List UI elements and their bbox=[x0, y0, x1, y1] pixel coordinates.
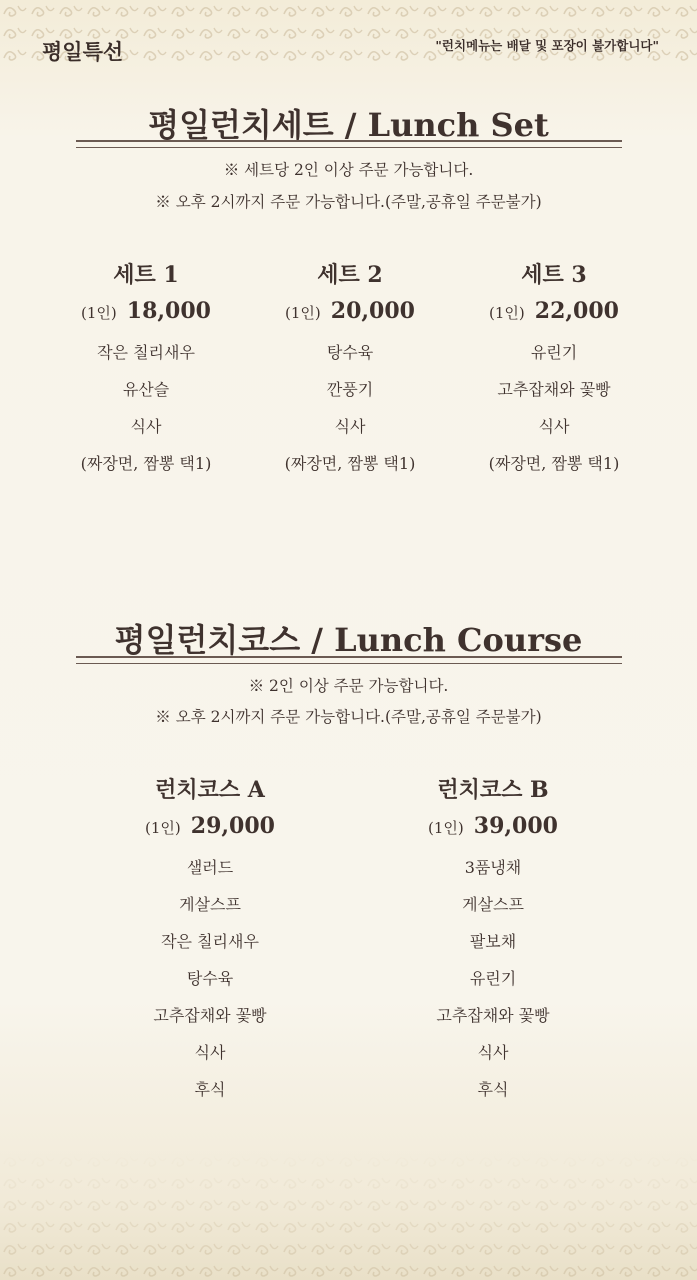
menu-item: 유린기 bbox=[530, 343, 578, 362]
set-3 bbox=[472, 258, 636, 482]
menu-item: 식사 bbox=[538, 417, 570, 436]
lunch-set-note-2: ※ 오후 2시까지 주문 가능합니다.(주말,공휴일 주문불가) bbox=[155, 193, 542, 211]
menu-item: 고추잡채와 꽃빵 bbox=[436, 1006, 550, 1025]
lunch-course-note-2: ※ 오후 2시까지 주문 가능합니다.(주말,공휴일 주문불가) bbox=[155, 708, 542, 726]
price-value: 39,000 bbox=[473, 813, 558, 839]
menu-item: 탕수육 bbox=[326, 343, 374, 362]
menu-item: 게살스프 bbox=[462, 895, 524, 914]
price-value: 20,000 bbox=[330, 298, 415, 324]
price-value: 18,000 bbox=[126, 298, 211, 324]
menu-item: 팔보채 bbox=[469, 932, 517, 951]
course-price bbox=[403, 813, 583, 845]
lunch-course-title: 평일런치코스 / Lunch Course bbox=[114, 621, 583, 659]
price-value: 22,000 bbox=[534, 298, 619, 324]
lunch-course-divider bbox=[76, 656, 622, 664]
menu-item: 유산슬 bbox=[122, 380, 170, 399]
ornamental-pattern-bottom bbox=[0, 1150, 697, 1280]
menu-item: 3품냉채 bbox=[464, 858, 522, 877]
lunch-set-divider bbox=[76, 140, 622, 148]
menu-item: 식사 bbox=[334, 417, 366, 436]
menu-item: 식사 bbox=[194, 1043, 226, 1062]
menu-item: (짜장면, 짬뽕 택1) bbox=[284, 454, 416, 473]
lunch-set-title: 평일런치세트 / Lunch Set bbox=[148, 106, 549, 144]
set-price bbox=[472, 298, 636, 330]
menu-item: 고추잡채와 꽃빵 bbox=[153, 1006, 267, 1025]
set-name: 세트 1 bbox=[113, 262, 179, 288]
menu-item: 샐러드 bbox=[186, 858, 234, 877]
menu-item: 식사 bbox=[477, 1043, 509, 1062]
header-note: "런치메뉴는 배달 및 포장이 불가합니다" bbox=[435, 38, 659, 53]
lunch-set-note-1: ※ 세트당 2인 이상 주문 가능합니다. bbox=[223, 161, 474, 179]
per-person-label: (1인) bbox=[489, 304, 525, 322]
course-b bbox=[403, 773, 583, 1108]
menu-item: 식사 bbox=[130, 417, 162, 436]
menu-item: 후식 bbox=[194, 1080, 226, 1099]
price-value: 29,000 bbox=[190, 813, 275, 839]
set-price bbox=[268, 298, 432, 330]
set-name: 세트 3 bbox=[521, 262, 587, 288]
header bbox=[0, 0, 697, 80]
menu-item: 게살스프 bbox=[179, 895, 241, 914]
per-person-label: (1인) bbox=[145, 819, 181, 837]
set-2 bbox=[268, 258, 432, 482]
menu-item: 깐풍기 bbox=[326, 380, 374, 399]
lunch-course-note-1: ※ 2인 이상 주문 가능합니다. bbox=[248, 677, 449, 695]
menu-item: 탕수육 bbox=[186, 969, 234, 988]
menu-item: (짜장면, 짬뽕 택1) bbox=[488, 454, 620, 473]
set-price bbox=[66, 298, 226, 330]
course-a bbox=[120, 773, 300, 1108]
per-person-label: (1인) bbox=[428, 819, 464, 837]
set-1 bbox=[66, 258, 226, 482]
menu-item: 작은 칠리새우 bbox=[161, 932, 259, 951]
course-name: 런치코스 A bbox=[155, 777, 265, 803]
course-name: 런치코스 B bbox=[437, 777, 549, 803]
menu-item: 고추잡채와 꽃빵 bbox=[497, 380, 611, 399]
header-title: 평일특선 bbox=[42, 39, 124, 64]
menu-item: 유린기 bbox=[469, 969, 517, 988]
course-price bbox=[120, 813, 300, 845]
set-name: 세트 2 bbox=[317, 262, 383, 288]
menu-item: 후식 bbox=[477, 1080, 509, 1099]
menu-item: (짜장면, 짬뽕 택1) bbox=[80, 454, 212, 473]
per-person-label: (1인) bbox=[81, 304, 117, 322]
per-person-label: (1인) bbox=[285, 304, 321, 322]
menu-item: 작은 칠리새우 bbox=[97, 343, 195, 362]
